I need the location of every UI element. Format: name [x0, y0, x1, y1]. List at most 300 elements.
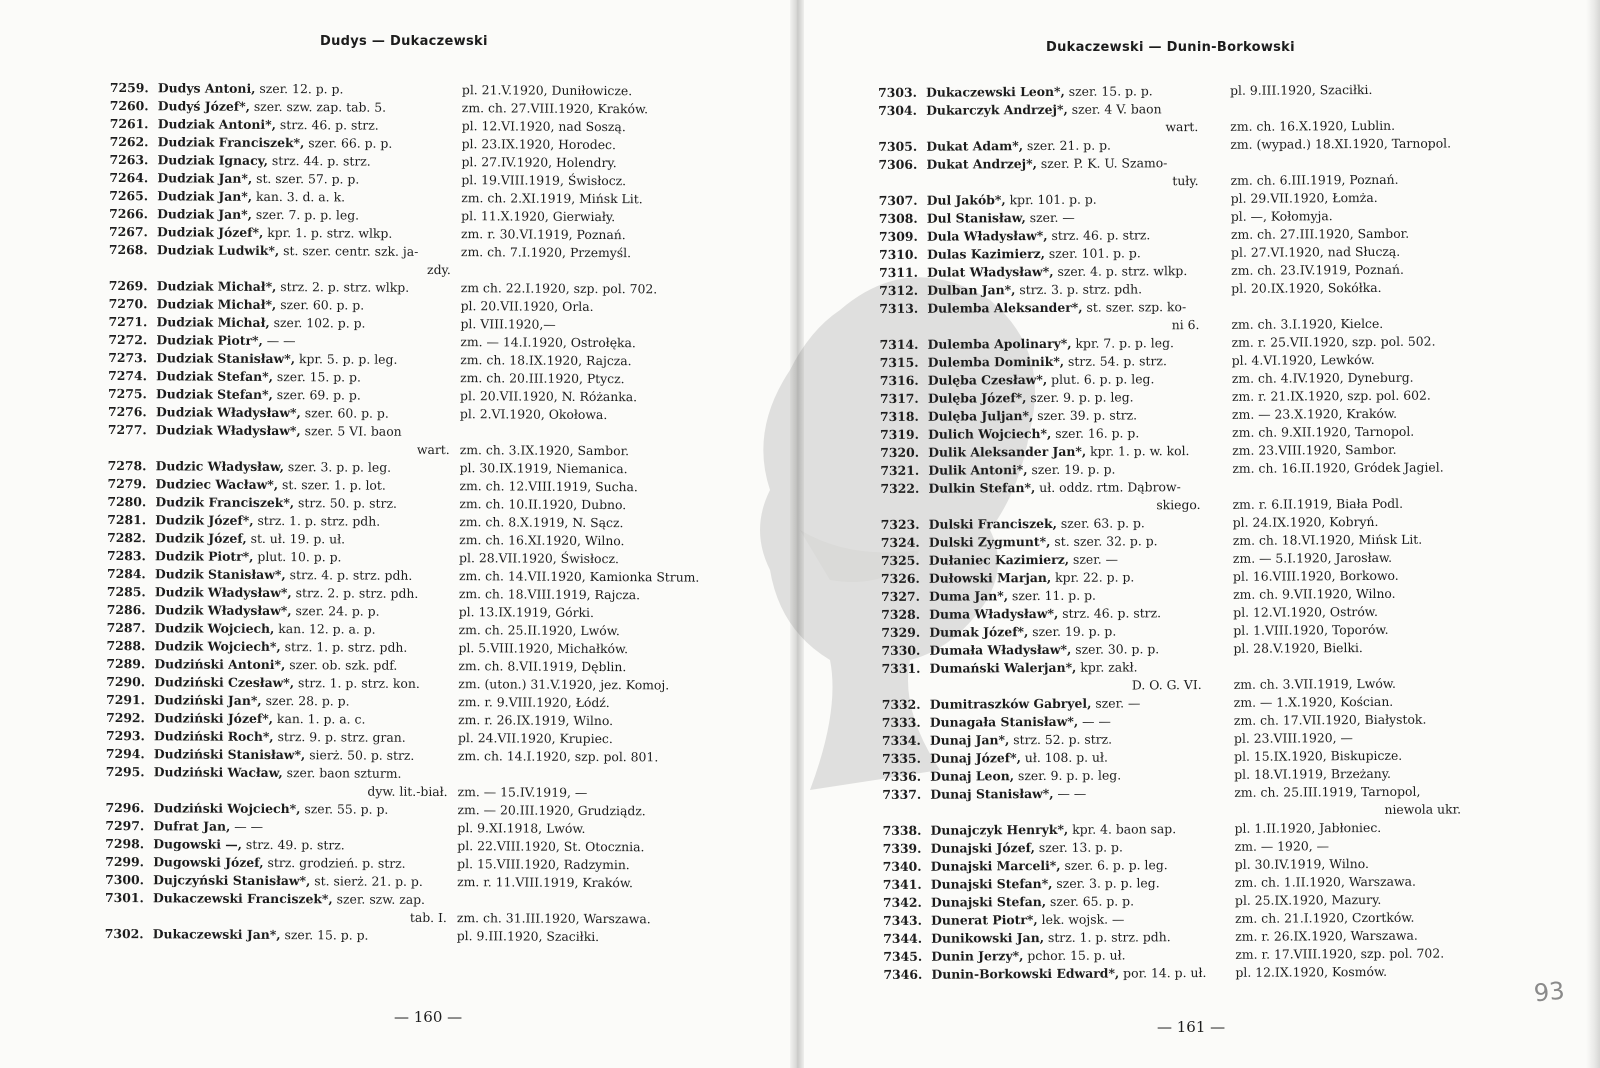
entry-event: pl. 1.VIII.1920, Toporów.: [1233, 621, 1389, 638]
entry-unit: szer. 16. p. p.: [1051, 425, 1140, 441]
entry-event: pl. 5.VIII.1920, Michałków.: [458, 640, 629, 657]
entry-number: 7293.: [105, 727, 145, 744]
entry-description: [158, 79, 344, 98]
entry-event: zm. ch. 31.III.1920, Warszawa.: [456, 910, 651, 927]
entry-number: 7308.: [878, 210, 918, 226]
entry-event: zm. ch. 2.XI.1919, Mińsk Lit.: [461, 190, 643, 207]
entry-event: zm. — 1.X.1920, Kościan.: [1233, 693, 1394, 710]
entry-unit: strz. 1. p. strz. pdh.: [280, 639, 408, 655]
entry-description: [931, 911, 1124, 930]
entry-unit: szer. P. K. U. Szamo-: [1036, 155, 1168, 172]
entry-number: 7342.: [882, 894, 922, 910]
entry-name: Dudziak Władysław*,: [155, 404, 301, 421]
entry-description: [156, 457, 392, 476]
entry-description: [928, 352, 1167, 371]
entry-event: zm. ch. 21.I.1920, Czortków.: [1235, 909, 1415, 926]
entry-description: [929, 568, 1134, 587]
entry-event: zm. — 1920, —: [1234, 838, 1330, 854]
entry-name: Dugowski Józef,: [153, 854, 264, 870]
entry-name: Dudziak Jan*,: [157, 188, 253, 204]
entry-unit: szer. —: [1069, 551, 1119, 567]
entry-unit: szer. 69. p. p.: [272, 387, 361, 403]
entry-description: [928, 388, 1134, 407]
entry-description: [157, 277, 410, 297]
entry-number: 7285.: [106, 583, 146, 600]
entry-description: [930, 767, 1121, 786]
entry-event: zm. r. 17.VIII.1920, szp. pol. 702.: [1235, 945, 1445, 962]
entry-unit: kpr. 1. p. w. kol.: [1086, 443, 1190, 459]
entry-name: Dudziński Roch*,: [153, 728, 274, 745]
entry-event: pl. 12.VI.1920, Ostrów.: [1233, 603, 1378, 620]
entry-number: 7262.: [109, 133, 149, 150]
entry-name: Dunerat Piotr*,: [931, 912, 1038, 928]
entry-unit: szer. 19. p. p.: [1028, 623, 1117, 640]
entry-number: 7311.: [879, 264, 919, 280]
entry-unit: szer. 9. p. p. leg.: [1013, 767, 1122, 784]
entry-description: [929, 640, 1159, 659]
entry-description: [153, 889, 425, 909]
entry-description: [155, 601, 380, 620]
entry-event: pl. 20.IX.1920, Sokółka.: [1231, 279, 1382, 296]
entry-number: 7337.: [882, 786, 922, 802]
entry-unit: szer. 3. p. p. leg.: [283, 459, 392, 475]
entry-description: [156, 385, 361, 404]
entry-unit: strz. 1. p. strz. kon.: [294, 675, 420, 691]
entry-number: 7306.: [878, 156, 918, 172]
entry-name: Dudziak Michał*,: [156, 296, 277, 313]
entry-unit: szer. 55. p. p.: [300, 801, 389, 817]
entry-event: zm ch. 22.I.1920, szp. pol. 702.: [460, 280, 658, 297]
entry-event: pl. 2.VI.1920, Okołowa.: [459, 406, 608, 423]
entry-number: 7316.: [879, 372, 919, 388]
entry-number: 7291.: [106, 691, 146, 708]
entry-name: Dudziak Piotr*,: [156, 332, 263, 348]
entry-unit: st. sierż. 21. p. p.: [310, 873, 423, 889]
entry-number: 7334.: [881, 732, 921, 748]
entry-description: [155, 493, 397, 512]
entry-event: zm. (uton.) 31.V.1920, jez. Komoj.: [458, 676, 670, 693]
entry-unit: kpr. 22. p. p.: [1051, 569, 1135, 585]
entry-number: 7270.: [108, 295, 148, 312]
entry-event: pl. 4.VI.1920, Lewków.: [1231, 351, 1375, 368]
entry-event: zm. ch. 18.IX.1920, Rajcza.: [460, 352, 632, 369]
entry-number: 7266.: [109, 205, 149, 222]
entry-number: 7260.: [109, 97, 149, 114]
entry-unit-continued: wart.: [416, 441, 450, 458]
entry-name: Dudziński Wacław,: [153, 764, 283, 781]
entry-description: [931, 947, 1125, 966]
entry-name: Dudzik Wojciech,: [154, 620, 275, 637]
entry-unit: strz. 50. p. strz.: [294, 495, 397, 511]
entry-name: Dudziak Stefan*,: [156, 368, 274, 385]
entry-event: zm. — 15.IV.1919, —: [457, 784, 588, 800]
entry-event: pl. 23.IX.1920, Horodec.: [461, 136, 616, 153]
entry-name: Dudziak Jan*,: [157, 170, 253, 186]
entry-description: [926, 154, 1167, 173]
entry-number: 7313.: [879, 300, 919, 316]
entry-description: [156, 349, 397, 368]
entry-event: zm. — 5.I.1920, Jarosław.: [1232, 549, 1393, 566]
entry-number: 7283.: [107, 547, 146, 564]
entry-unit: strz. 2. p. strz. pdh.: [291, 585, 419, 601]
entry-name: Dudziak Franciszek*,: [157, 134, 305, 151]
entry-name: Dudziak Ludwik*,: [156, 242, 280, 259]
entry-event: zm. ch. 14.I.1920, szp. pol. 801.: [457, 748, 659, 765]
entry-number: 7302.: [104, 925, 144, 942]
entry-event: zm. ch. 14.VII.1920, Kamionka Strum.: [458, 568, 700, 585]
entry-number: 7290.: [106, 673, 146, 690]
entry-name: Dudziak Michał*,: [156, 278, 277, 295]
entry-unit-continued: skiego.: [1156, 497, 1201, 513]
entry-number: 7345.: [883, 948, 923, 964]
entry-description: [155, 547, 342, 566]
entry-event: pl. 19.VIII.1919, Świsłocz.: [461, 172, 627, 189]
entry-description: [155, 529, 345, 548]
entry-name: Dulemba Aleksander*,: [927, 299, 1083, 316]
entry-name: Dudziak Józef*,: [157, 224, 264, 240]
entry-unit: szer. 6. p. p. leg.: [1060, 857, 1168, 873]
entry-event: pl. 12.IX.1920, Kosmów.: [1235, 963, 1388, 980]
entry-unit: szer. 28. p. p.: [261, 692, 350, 709]
entry-description: [157, 241, 419, 261]
entry-unit: szer. szw. zap. tab. 5.: [249, 98, 387, 115]
entry-name: Dudzik Franciszek*,: [155, 494, 295, 511]
entry-number: 7333.: [881, 714, 921, 730]
entry-event: pl. 1.II.1920, Jabłoniec.: [1234, 819, 1382, 836]
entry-description: [930, 658, 1138, 677]
entry-event: pl. 16.VIII.1920, Borkowo.: [1232, 567, 1399, 584]
entry-unit: szer. 5 VI. baon: [300, 423, 402, 439]
entry-unit: szer. ob. szk. pdf.: [285, 657, 398, 673]
entry-description: [154, 745, 415, 765]
entry-event: zm. ch. 3.VII.1919, Lwów.: [1233, 675, 1396, 692]
entry-name: Dumański Walerjan*,: [929, 659, 1077, 676]
entry-name: Dulkin Stefan*,: [928, 480, 1036, 496]
entry-description: [156, 421, 402, 441]
entry-unit: szer. 102. p. p.: [269, 314, 366, 331]
entry-name: Dudzik Józef*,: [155, 512, 254, 528]
entry-event: zm. — 14.I.1920, Ostrołęka.: [460, 334, 636, 351]
entry-unit: strz. 2. p. strz. wlkp.: [276, 279, 410, 295]
entry-number: 7329.: [881, 624, 921, 640]
entry-number: 7326.: [880, 570, 920, 586]
entry-description: [926, 100, 1162, 119]
entry-name: Dunaj Jan*,: [929, 732, 1010, 748]
entry-event: zm. ch. 3.I.1920, Kielce.: [1231, 315, 1384, 332]
entry-event-continued: niewola ukr.: [1384, 801, 1462, 817]
entry-name: Dukaczewski Leon*,: [926, 83, 1065, 100]
entry-description: [928, 461, 1115, 480]
entry-event: pl. 9.III.1920, Szaciłki.: [1229, 81, 1373, 98]
entry-name: Dunajczyk Henryk*,: [930, 821, 1069, 838]
entry-number: 7344.: [883, 930, 923, 946]
entry-event: zm. ch. 18.VI.1920, Mińsk Lit.: [1232, 531, 1423, 548]
entry-number: 7340.: [882, 858, 922, 874]
entry-number: 7328.: [881, 606, 921, 622]
entry-name: Dukaczewski Franciszek*,: [152, 890, 333, 907]
book-gutter: [790, 0, 804, 1068]
entry-unit: kpr. zakł.: [1076, 659, 1138, 675]
entry-description: [929, 623, 1116, 642]
entry-number: 7319.: [880, 426, 919, 442]
entry-unit-continued: D. O. G. VI.: [1131, 677, 1202, 693]
entry-description: [927, 298, 1186, 318]
entry-description: [157, 151, 370, 170]
entry-unit-continued: tuły.: [1172, 173, 1199, 189]
entry-unit: strz. 46. p. strz.: [275, 117, 379, 133]
entry-unit: strz. 46. p. strz.: [1047, 227, 1151, 243]
entry-unit: por. 14. p. uł.: [1119, 965, 1207, 981]
entry-name: Dulemba Apolinary*,: [927, 335, 1072, 352]
entry-unit: szer. 101. p. p.: [1044, 245, 1141, 261]
entry-name: Dułowski Marjan,: [928, 569, 1052, 586]
entry-description: [928, 406, 1137, 425]
entry-name: Dulęba Czesław*,: [927, 371, 1048, 388]
entry-number: 7323.: [880, 516, 920, 532]
entry-description: [158, 97, 386, 116]
entry-unit: — —: [1078, 713, 1111, 729]
entry-description: [158, 133, 393, 152]
entry-number: 7294.: [105, 745, 145, 762]
entry-description: [158, 115, 379, 134]
entry-unit: strz. 44. p. strz.: [267, 152, 371, 169]
entry-number: 7330.: [881, 642, 921, 658]
entry-unit: uł. 108. p. uł.: [1020, 749, 1109, 766]
entry-name: Dukat Adam*,: [926, 138, 1024, 154]
entry-event: zm. ch. 25.III.1919, Tarnopol,: [1234, 783, 1421, 800]
list-item: [882, 782, 1532, 822]
entry-name: Dulski Franciszek,: [928, 515, 1057, 532]
entry-name: Dunagała Stanisław*,: [929, 713, 1079, 730]
entry-event: zm. ch. 17.VII.1920, Białystok.: [1233, 711, 1427, 728]
entry-number: 7305.: [878, 138, 918, 154]
entry-description: [153, 853, 406, 873]
entry-name: Dudziec Wacław*,: [155, 476, 279, 493]
entry-event: pl. 20.VII.1920, N. Różanka.: [460, 388, 638, 405]
entry-description: [928, 370, 1155, 389]
entry-event: pl. 11.X.1920, Gierwiały.: [461, 208, 616, 225]
entry-number: 7295.: [105, 763, 145, 780]
entry-unit: kpr. 4. baon sap.: [1068, 821, 1177, 837]
entry-unit-continued: tab. I.: [409, 909, 447, 926]
entry-name: Dudzik Władysław*,: [154, 584, 292, 601]
entry-unit: szer. 19. p. p.: [1027, 461, 1116, 478]
left-page-number: — 160 —: [394, 1008, 463, 1026]
entry-name: Dułaniec Kazimierz,: [928, 551, 1070, 568]
entry-number: 7268.: [108, 241, 148, 258]
entry-number: 7278.: [107, 457, 147, 474]
entry-name: Dulemba Dominik*,: [927, 353, 1065, 370]
entry-name: Dudziak Ignacy,: [157, 152, 269, 168]
entry-number: 7310.: [878, 246, 918, 262]
entry-unit: szer. 60. p. p.: [300, 405, 389, 421]
entry-number: 7324.: [880, 534, 920, 550]
entry-description: [928, 442, 1189, 462]
list-item: [106, 763, 766, 803]
entry-name: Dudziak Stanisław*,: [156, 350, 296, 367]
entry-unit-continued: ni 6.: [1171, 317, 1200, 333]
list-item: [878, 98, 1528, 138]
entry-name: Dudziak Stefan*,: [156, 386, 273, 403]
entry-event: zm. ch. 27.III.1920, Sambor.: [1230, 225, 1410, 242]
entry-event: pl. 30.IX.1919, Niemanica.: [459, 460, 628, 477]
entry-unit: szer. 39. p. strz.: [1033, 407, 1138, 424]
entry-number: 7286.: [106, 601, 146, 618]
entry-name: Dudzik Piotr*,: [155, 548, 254, 564]
entry-name: Dunajski Marceli*,: [930, 857, 1061, 874]
entry-unit: kpr. 7. p. p. leg.: [1071, 335, 1174, 351]
entry-unit: plut. 10. p. p.: [253, 548, 342, 565]
entry-name: Dujczyński Stanisław*,: [153, 872, 311, 889]
entry-unit: szer. 11. p. p.: [1007, 587, 1097, 604]
entry-description: [930, 713, 1111, 732]
entry-description: [157, 205, 359, 224]
entry-unit-continued: dyw. lit.-biał.: [367, 783, 448, 800]
entry-description: [931, 874, 1160, 893]
entry-number: 7267.: [109, 223, 148, 240]
entry-description: [928, 334, 1174, 354]
entry-event: zm. — 20.III.1920, Grudziądz.: [457, 802, 646, 819]
entry-description: [154, 673, 420, 693]
entry-name: Dumała Władysław*,: [929, 641, 1072, 658]
entry-description: [153, 871, 423, 891]
entry-name: Dudziński Wojciech*,: [153, 800, 301, 817]
entry-name: Dukat Andrzej*,: [926, 156, 1037, 172]
entry-unit: szer. 13. p. p.: [1034, 839, 1123, 856]
entry-description: [154, 763, 402, 783]
entry-event: pl. 9.III.1920, Szaciłki.: [456, 928, 600, 945]
entry-event: zm. r. 26.IX.1920, Warszawa.: [1235, 927, 1418, 944]
entry-name: Dumak Józef*,: [929, 624, 1029, 640]
entry-description: [929, 532, 1158, 551]
entry-description: [155, 475, 385, 494]
entry-name: Dudzic Władysław,: [155, 458, 285, 475]
entry-name: Dukaczewski Jan*,: [152, 926, 281, 943]
entry-unit: pchor. 15. p. uł.: [1023, 947, 1126, 964]
entry-unit: strz. 52. p. strz.: [1009, 731, 1113, 748]
entry-number: 7309.: [878, 228, 918, 244]
entry-description: [155, 583, 419, 603]
entry-number: 7322.: [880, 480, 920, 496]
entry-event: pl. 28.VII.1920, Świsłocz.: [459, 550, 620, 567]
entry-number: 7288.: [106, 637, 146, 654]
entry-event: zm. ch. 3.IX.1920, Sambor.: [459, 442, 630, 459]
entry-name: Dulik Aleksander Jan*,: [928, 443, 1087, 460]
entry-unit: szer. 4 V. baon: [1067, 101, 1162, 117]
right-page-header: Dukaczewski — Dunin-Borkowski: [1046, 40, 1295, 55]
entry-unit: lek. wojsk. —: [1037, 911, 1125, 928]
entry-name: Dudzik Władysław*,: [154, 602, 292, 619]
entry-unit: strz. 1. p. strz. pdh.: [1043, 929, 1171, 946]
entry-unit: kpr. 1. p. strz. wlkp.: [263, 224, 393, 241]
entry-number: 7269.: [108, 277, 148, 294]
entry-unit: strz. 1. p. strz. pdh.: [253, 512, 381, 529]
entry-unit: kan. 1. p. a. c.: [272, 711, 366, 727]
entry-unit: szer. —: [1091, 695, 1141, 711]
entry-unit: plut. 6. p. p. leg.: [1047, 371, 1155, 387]
entry-unit: kan. 3. d. a. k.: [252, 188, 346, 205]
entry-unit: szer. 4. p. strz. wlkp.: [1053, 263, 1188, 279]
entry-number: 7335.: [882, 750, 921, 766]
entry-name: Duma Władysław*,: [929, 605, 1059, 622]
entry-description: [927, 191, 1097, 210]
entry-number: 7276.: [107, 403, 147, 420]
entry-description: [931, 928, 1171, 947]
entry-unit: — —: [262, 332, 296, 349]
entry-event: zm. ch. 4.IV.1920, Dyneburg.: [1231, 369, 1414, 386]
entry-event: pl. 30.IV.1919, Wilno.: [1234, 856, 1369, 872]
entry-name: Dunaj Józef*,: [930, 750, 1021, 766]
entry-number: 7304.: [878, 102, 918, 118]
entry-unit: szer. baon szturm.: [282, 765, 402, 781]
entry-name: Dudziński Czesław*,: [154, 674, 295, 691]
entry-number: 7341.: [882, 876, 922, 892]
entry-name: Dunajski Józef,: [930, 840, 1035, 856]
entry-description: [155, 565, 412, 585]
entry-unit: strz. 4. p. strz. pdh.: [285, 567, 413, 583]
entry-number: 7279.: [107, 475, 147, 492]
entry-number: 7336.: [882, 768, 922, 784]
entry-event: pl. 15.VIII.1920, Radzymin.: [457, 856, 630, 873]
entry-description: [927, 280, 1142, 299]
entry-event: zm. ch. 6.III.1919, Poznań.: [1230, 171, 1399, 188]
entry-name: Duma Jan*,: [929, 588, 1009, 604]
entry-name: Dudys Antoni,: [157, 80, 256, 96]
entry-number: 7298.: [105, 835, 145, 852]
entry-number: 7277.: [107, 421, 147, 438]
entry-event: pl. —, Kołomyja.: [1230, 208, 1333, 224]
entry-description: [154, 637, 407, 657]
pencil-annotation: 93: [1532, 976, 1566, 1008]
entry-description: [154, 691, 349, 710]
entry-number: 7263.: [109, 151, 149, 168]
entry-number: 7299.: [105, 853, 145, 870]
entry-unit: szer. 3. p. p. leg.: [1052, 875, 1160, 891]
entry-name: Dulat Władysław*,: [927, 263, 1054, 280]
entry-name: Dunajski Stefan*,: [930, 875, 1053, 892]
left-entry-list: [105, 79, 770, 947]
entry-unit: kpr. 5. p. p. leg.: [294, 351, 398, 367]
entry-description: [156, 403, 389, 422]
entry-description: [930, 694, 1141, 713]
entry-description: [153, 835, 345, 854]
entry-number: 7296.: [105, 799, 145, 816]
list-item: [105, 889, 765, 929]
entry-name: Dudziak Michał,: [156, 314, 270, 330]
entry-name: Dudzik Wojciech*,: [154, 638, 281, 655]
entry-description: [927, 262, 1187, 282]
entry-unit: strz. 9. p. strz. gran.: [273, 729, 406, 745]
entry-event: pl. 24.VII.1920, Krupiec.: [457, 730, 613, 747]
entry-unit: st. szer. 1. p. lot.: [278, 477, 386, 493]
entry-description: [157, 295, 365, 314]
list-item: [882, 656, 1532, 696]
entry-description: [928, 424, 1139, 443]
entry-event: pl. 27.IV.1920, Holendry.: [461, 154, 617, 171]
entry-name: Dul Jakób*,: [926, 192, 1006, 208]
entry-unit: szer. 30. p. p.: [1071, 641, 1160, 657]
entry-number: 7307.: [878, 192, 918, 208]
entry-event: zm. ch. 23.IV.1919, Poznań.: [1231, 261, 1404, 278]
entry-name: Dulich Wojciech*,: [928, 425, 1052, 442]
entry-event: zm. ch. 18.VIII.1919, Rajcza.: [458, 586, 641, 603]
entry-number: 7327.: [881, 588, 920, 604]
list-item: [879, 296, 1529, 336]
entry-number: 7315.: [879, 354, 919, 370]
entry-number: 7275.: [108, 385, 147, 402]
entry-number: 7282.: [107, 529, 147, 546]
entry-description: [931, 839, 1123, 858]
